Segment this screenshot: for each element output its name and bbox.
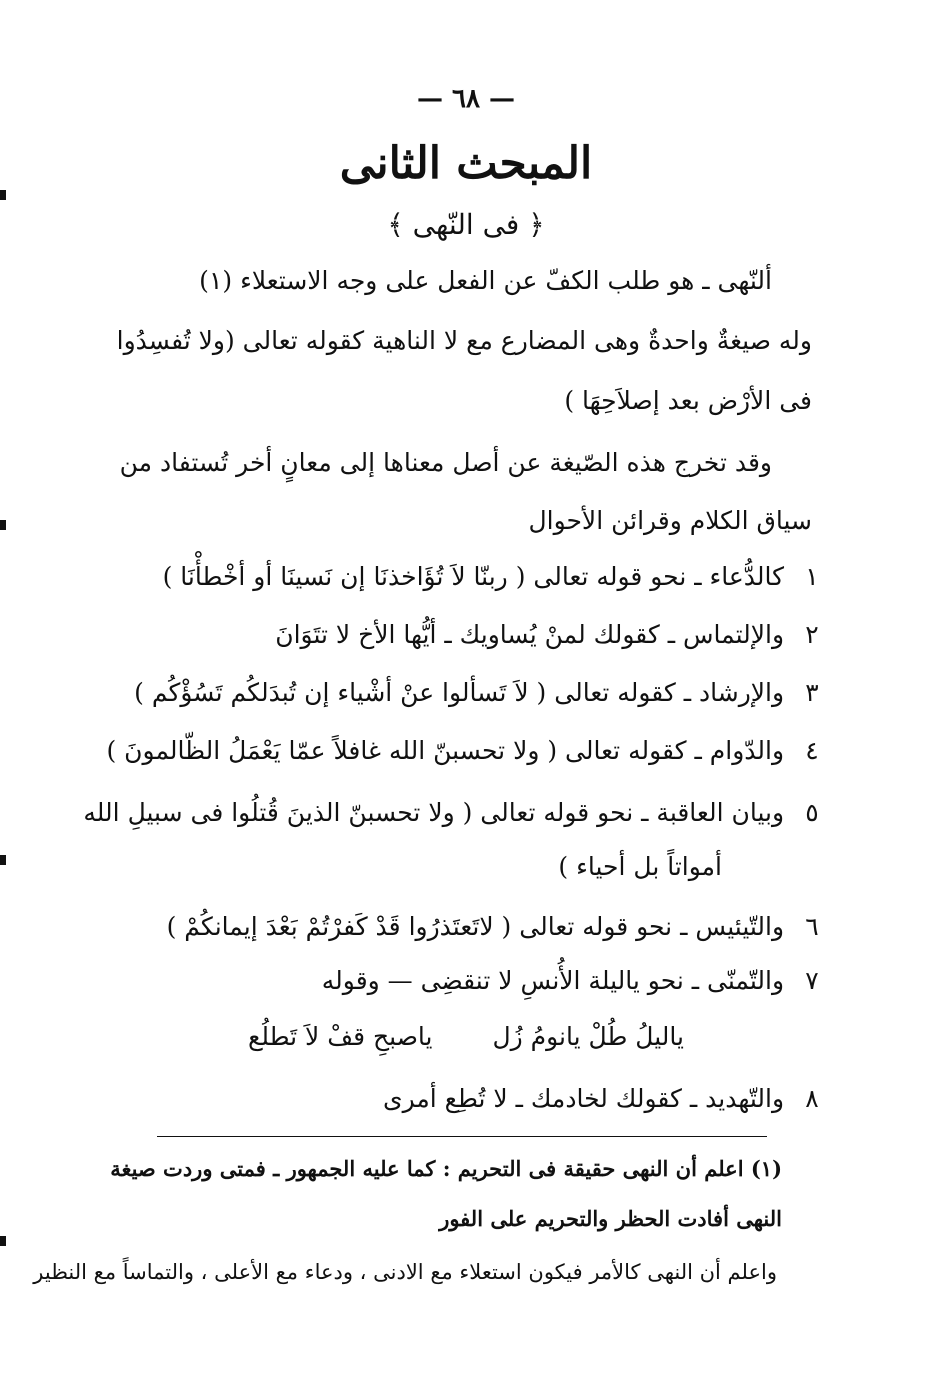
section-subtitle: ﴿ فى النّهى ﴾ — [387, 208, 545, 241]
item-text: والإلتماس ـ كقولك لمنْ يُساويك ـ أيُّها الأخ لا تتَوَانَ — [275, 620, 785, 649]
margin-mark — [0, 855, 6, 865]
item-number: ٦ — [805, 912, 819, 941]
list-item — [100, 736, 832, 765]
list-item — [100, 620, 832, 649]
item-number: ٤ — [805, 736, 819, 765]
footnote-divider — [157, 1136, 767, 1137]
verse-hemistich-left: ياصبحِ قفْ لاَ تَطلُع — [248, 1022, 433, 1051]
list-item — [100, 1084, 832, 1113]
list-item — [100, 562, 832, 591]
list-item — [100, 912, 832, 941]
footnote-line: واعلم أن النهى كالأمر فيكون استعلاء مع الادنى ، ودعاء مع الأعلى ، والتماساً مع النظير — [33, 1260, 777, 1284]
poetry-verse — [0, 1022, 932, 1051]
footnote-line: النهى أفادت الحظر والتحريم على الفور — [439, 1206, 782, 1231]
margin-mark — [0, 190, 6, 200]
definition-line: ألنّهى ـ هو طلب الكفّ عن الفعل على وجه الاستعلاء (١) — [199, 266, 772, 295]
item-continuation: أمواتاً بل أحياء ) — [558, 852, 722, 881]
item-text: وبيان العاقبة ـ نحو قوله تعالى ( ولا تحسبنّ الذينَ قُتلُوا فى سبيلِ الله — [83, 798, 785, 827]
page-number: — ٦٨ — — [416, 84, 516, 114]
verse-hemistich-right: ياليلُ طُلْ يانومُ زُل — [492, 1022, 684, 1051]
list-item — [83, 798, 832, 827]
item-text: والإرشاد ـ كقوله تعالى ( لاَ تَسألوا عنْ أشْياء إن تُبدَلكُم تَسُؤْكُم ) — [134, 678, 785, 707]
item-text: والتّهديد ـ كقولك لخادمك ـ لا تُطِع أمرى — [383, 1084, 785, 1113]
paragraph-line: وله صيغةٌ واحدةٌ وهى المضارع مع لا الناهية كقوله تعالى (ولا تُفسِدُوا — [116, 326, 812, 355]
item-number: ٨ — [805, 1084, 819, 1113]
margin-mark — [0, 520, 6, 530]
item-text: كالدُّعاء ـ نحو قوله تعالى ( ربنّا لاَ تُؤَاخذنَا إن نَسينَا أو أخْطأْنَا ) — [162, 562, 785, 591]
paragraph-line: وقد تخرج هذه الصّيغة عن أصل معناها إلى معانٍ أخر تُستفاد من — [119, 448, 772, 477]
paragraph-line: سياق الكلام وقرائن الأحوال — [528, 506, 812, 535]
paragraph-line: فى الأرْض بعد إصلاَحِهَا ) — [564, 386, 812, 415]
item-number: ٣ — [805, 678, 819, 707]
item-number: ٢ — [805, 620, 819, 649]
footnote-line: (١) اعلم أن النهى حقيقة فى التحريم : كما عليه الجمهور ـ فمتى وردت صيغة — [110, 1156, 782, 1181]
list-item — [100, 966, 832, 995]
item-text: والتّيئيس ـ نحو قوله تعالى ( لاتَعتَذرُوا قَدْ كَفرْتُمْ بَعْدَ إيمانكُمْ ) — [166, 912, 785, 941]
section-title: المبحث الثانى — [339, 138, 593, 189]
item-text: والدّوام ـ كقوله تعالى ( ولا تحسبنّ الله غافلاً عمّا يَعْمَلُ الظّالمونَ ) — [106, 736, 785, 765]
margin-mark — [0, 1236, 6, 1246]
item-number: ٥ — [805, 798, 819, 827]
item-number: ١ — [805, 562, 819, 591]
item-text: والتّمنّى ـ نحو ياليلة الأُنسِ لا تنقضِى — وقوله — [321, 966, 785, 995]
item-number: ٧ — [805, 966, 819, 995]
list-item — [100, 678, 832, 707]
